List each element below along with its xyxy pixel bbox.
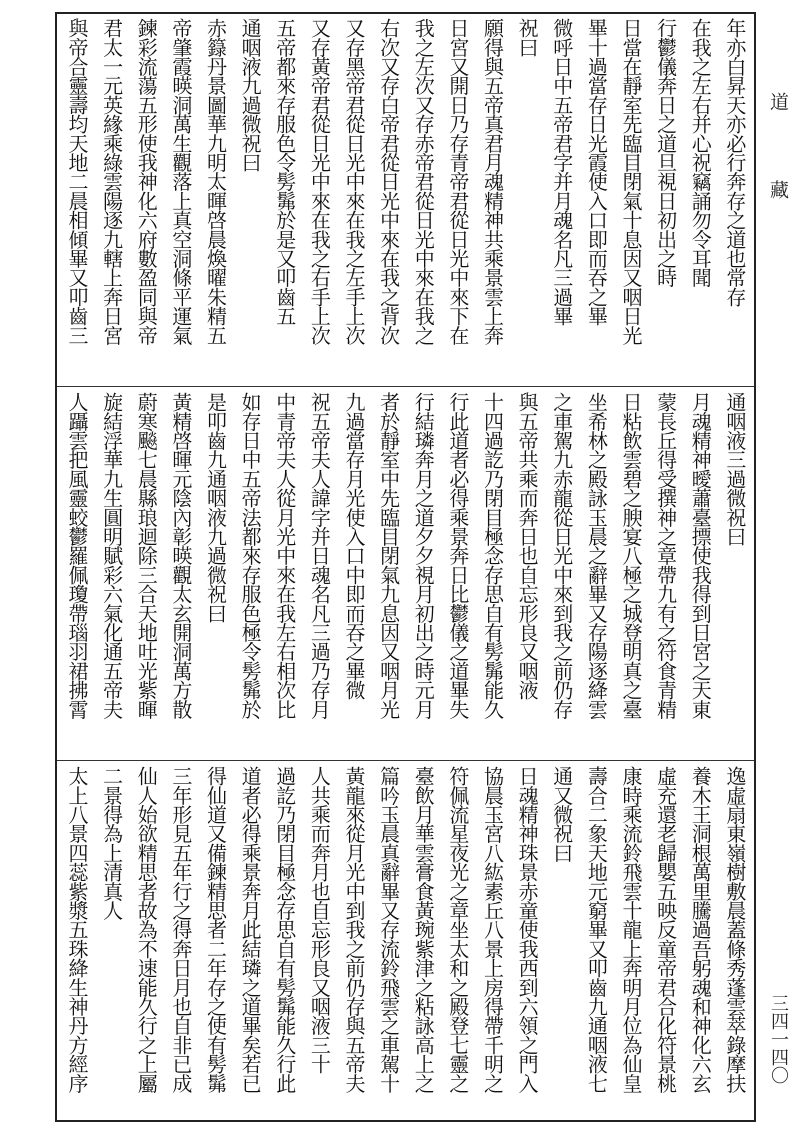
text-column: 我之左次又存赤帝君從日光中來在我之 [411,18,436,345]
text-column: 與帝合靈壽均天地二晨相傾畢又叩齒三 [65,18,89,345]
text-column: 微呼日中五帝君字并月魂名凡三過畢 [549,18,574,326]
register-divider-2 [57,760,754,761]
text-column: 二景得為上清真人 [99,766,124,920]
text-register-bottom [57,766,754,1118]
text-column: 者於靜室中先臨目閉氣九息因又咽月光 [376,392,401,719]
text-column: 日宮又開日乃存青帝君從日光中來下在 [445,18,470,345]
text-column: 日粘飲雲碧之腴宴八極之城登明真之臺 [619,392,643,719]
text-column: 坐希林之殿詠玉晨之辭畢又存陽逐絳雲 [584,392,609,719]
text-column: 逸虛扇東嶺樹敷晨蓋條秀蓬雲萃錄摩扶 [722,766,747,1093]
text-column: 在我之左右并心祝竊誦勿令耳聞 [688,18,713,287]
text-column: 太上八景四蕊紫漿五珠絳生神丹方經序 [65,766,89,1093]
text-column: 行此道者必得乘景奔日比鬱儀之道畢失 [445,392,470,719]
register-divider-1 [57,386,754,387]
text-column: 祝曰 [515,18,540,57]
text-column: 康時乘流鈴飛雲十龍上奔明月位為仙皇 [619,766,643,1093]
text-column: 過訖乃閉目極念存思自有髣髴能久行此 [272,766,297,1093]
text-column: 與五帝共乘而奔日也自忘形良又咽液 [515,392,540,700]
margin-label-top: 道 [767,92,789,111]
text-column: 十四過訖乃閉目極念存思自有髣髴能久 [480,392,505,719]
text-column: 人躡雲把風靈蛟鬱羅佩瓊帶瑙羽裙拂霄 [65,392,89,719]
text-column: 通又微祝曰 [549,766,574,863]
text-column: 是叩齒九通咽液九過微祝曰 [203,392,228,623]
text-column: 右次又存白帝君從日光中來在我之背次 [376,18,401,345]
text-column: 符佩流星夜光之章坐太和之殿登七靈之 [445,766,470,1093]
text-column: 願得與五帝真君月魂精神共乘景雲上奔 [480,18,505,345]
text-column: 養木王洞根萬里騰過吾躬魂和神化六玄 [688,766,713,1093]
text-column: 仙人始欲精思者故為不速能久行之上屬 [134,766,159,1093]
margin-label-middle: 藏 [767,180,789,199]
text-column: 赤籙丹景圖華九明太暉啓晨煥曜朱精五 [203,18,228,345]
text-column: 鍊彩流蕩五形使我神化六府數盈同與帝 [134,18,159,345]
text-column: 九過當存月光使入口中即而吞之畢微 [342,392,366,700]
text-column: 旋結浮華九生圓明賦彩六氣化通五帝夫 [99,392,124,719]
text-column: 人共乘而奔月也自忘形良又咽液三十 [307,766,332,1074]
text-column: 篇吟玉晨真辭畢又存流鈴飛雲之車駕十 [376,766,401,1093]
text-column: 年亦白昇天亦必行奔存之道也常存 [722,18,747,307]
text-column: 帝肇霞暎洞萬生觀落上真空洞條平運氣 [168,18,193,345]
text-column: 君太一元英緣乘綠雲陽逐九轄上奔日宮 [99,18,124,345]
text-column: 虛充還老歸嬰五映反童帝君合化符景桃 [653,766,678,1093]
text-column: 通咽液三過微祝曰 [722,392,747,546]
text-column: 道者必得乘景奔月此結璘之道畢矣若已 [238,766,263,1093]
text-column: 協晨玉宮八紘素丘八景上房得帶千明之 [480,766,505,1093]
text-register-middle [57,392,754,756]
text-column: 得仙道又備鍊精思者二年存之使有髣髴 [203,766,228,1093]
text-column: 蒙長丘得受撰神之章帶九有之符食青精 [653,392,678,719]
text-column: 中青帝夫人從月光中來在我左右相次比 [272,392,297,719]
text-column: 又存黃帝君從日光中來在我之右手上次 [307,18,332,345]
text-column: 蔚寒飈七晨縣琅迴除三合天地吐光紫暉 [134,392,159,719]
text-column: 祝五帝夫人諱字并日魂名凡三過乃存月 [307,392,332,719]
text-column: 黃精啓暉元陰內彰暎觀太玄開洞萬方散 [168,392,193,719]
text-column: 又存黑帝君從日光中來在我之左手上次 [342,18,366,345]
text-column: 臺飲月華雲膏食黃琬紫津之粘詠高上之 [411,766,436,1093]
text-column: 如存日中五帝法都來存服色極令髣髴於 [238,392,263,719]
text-column: 五帝都來存服色令髣髴於是又叩齒五 [272,18,297,326]
text-register-top [57,18,754,382]
text-column: 通咽液九過微祝曰 [238,18,263,172]
text-column: 黃龍來從月光中到我之前仍存與五帝夫 [342,766,366,1093]
page-frame [55,12,756,1122]
page-number: 三四一四〇 [768,994,789,1084]
text-column: 畢十過當存日光霞使入口即而吞之畢 [584,18,609,326]
text-column: 月魂精神曖蕭臺摽使我得到日宮之天東 [688,392,713,719]
text-column: 壽合二象天地元窮畢又叩齒九通咽液七 [584,766,609,1093]
text-column: 三年形見五年行之得奔日月也自非已成 [168,766,193,1093]
text-column: 行鬱儀奔日之道旦視日初出之時 [653,18,678,287]
text-column: 日魂精神珠景赤童使我西到六領之門入 [515,766,540,1093]
text-column: 之車駕九赤龍從日光中來到我之前仍存 [549,392,574,719]
text-column: 日當在靜室先臨目閉氣十息因又咽日光 [619,18,643,345]
text-column: 行結璘奔月之道夕夕視月初出之時元月 [411,392,436,719]
